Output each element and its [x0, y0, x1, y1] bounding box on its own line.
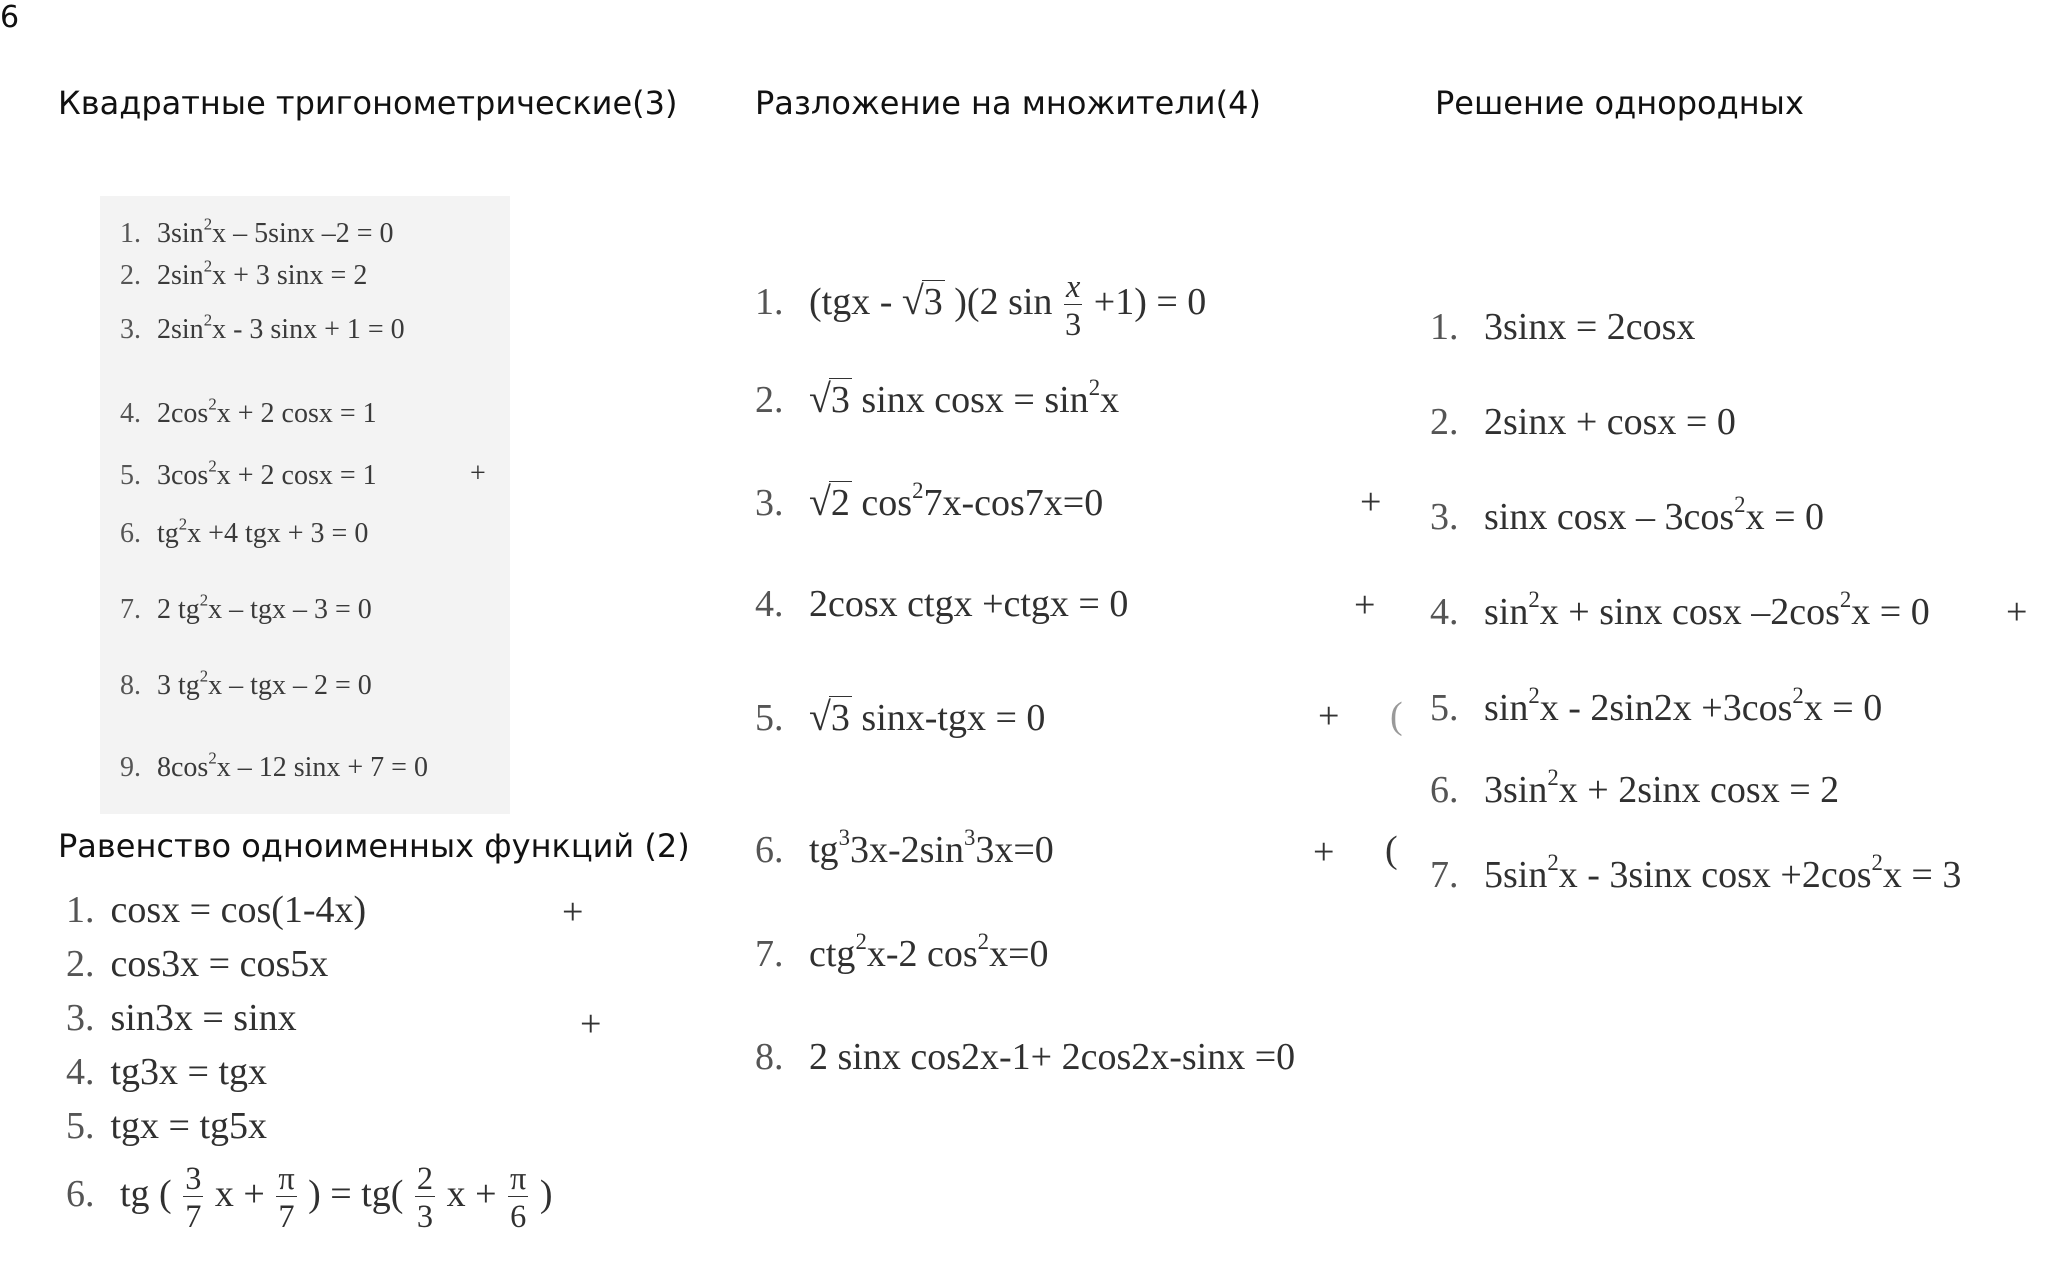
- sqrt-sign: √: [809, 694, 831, 739]
- equation-part: 3cos: [157, 460, 209, 491]
- item-number: 5.: [66, 1105, 95, 1147]
- equation-item: [120, 514, 369, 550]
- item-number: 3.: [66, 997, 95, 1039]
- equation-part: sinx cosx = sin: [861, 379, 1089, 421]
- exponent: 3: [838, 824, 850, 850]
- exponent: 2: [1734, 491, 1746, 517]
- exponent: 2: [1839, 586, 1852, 612]
- plus-mark: +: [1318, 695, 1340, 737]
- equation-part: tg: [809, 829, 839, 871]
- paren-fragment: (: [1390, 695, 1403, 737]
- equation-part: sinx-tgx = 0: [861, 697, 1046, 739]
- equation-part: x + 2 cosx = 1: [216, 398, 377, 429]
- equation-item: [120, 456, 377, 492]
- item-number: 4.: [1430, 591, 1459, 633]
- equation-item: [120, 748, 428, 784]
- item-number: 6.: [120, 518, 141, 549]
- equation-part: tgx = tg5x: [110, 1105, 268, 1147]
- plus-mark: +: [580, 1003, 602, 1045]
- denominator: 7: [185, 1198, 202, 1235]
- equation-part: x + 2 cosx = 1: [216, 460, 377, 491]
- numerator: x: [1065, 268, 1081, 304]
- item-number: 3.: [1430, 496, 1459, 538]
- equation-part: sinx cosx – 3cos: [1484, 496, 1735, 538]
- equation-item: [66, 888, 366, 932]
- equation-part: x-2 cos: [866, 933, 978, 975]
- equation-part: cos3x = cos5x: [110, 943, 329, 985]
- item-number: 2.: [66, 943, 95, 985]
- equation-part: x – tgx – 3 = 0: [208, 594, 372, 625]
- item-number: 1.: [1430, 306, 1459, 348]
- equation-part: tg (: [120, 1173, 172, 1216]
- denominator: 6: [510, 1198, 527, 1235]
- equation-item: [66, 1050, 267, 1094]
- equation-item: [66, 996, 297, 1040]
- equation-item-1: [755, 270, 1206, 341]
- equation-item-6: [1430, 764, 1840, 812]
- equation-item-3: [755, 478, 1103, 525]
- item-number: 7.: [1430, 854, 1459, 896]
- exponent: 2: [208, 456, 217, 476]
- equation-part: x: [1100, 379, 1120, 421]
- item-number: 3.: [120, 314, 141, 345]
- equation-part: x +: [214, 1173, 265, 1216]
- equation-item-2: [755, 375, 1119, 422]
- equation-part: 2sin: [157, 314, 204, 345]
- equation-part: x +4 tgx + 3 = 0: [187, 518, 369, 549]
- item-number: 5.: [120, 460, 141, 491]
- equation-item-4: [755, 582, 1128, 626]
- item-number: 7.: [755, 933, 784, 975]
- exponent: 2: [977, 928, 990, 954]
- item-number: 6.: [755, 829, 784, 871]
- equation-part: cosx = cos(1-4x): [110, 889, 367, 931]
- equation-part: )(2 sin: [954, 281, 1053, 324]
- equation-item: [120, 590, 372, 626]
- exponent: 2: [855, 928, 867, 954]
- item-number: 4.: [120, 398, 141, 429]
- equation-part: 2cos: [157, 398, 209, 429]
- equation-part: 5sin: [1484, 854, 1548, 896]
- fraction: [508, 1162, 528, 1233]
- plus-mark: +: [562, 891, 584, 933]
- equation-part: x – 12 sinx + 7 = 0: [216, 752, 428, 783]
- equation-part: x + sinx cosx –2cos: [1539, 591, 1840, 633]
- plus-mark: +: [1313, 831, 1335, 873]
- fraction: [415, 1162, 435, 1233]
- item-number: 8.: [120, 670, 141, 701]
- item-number: 3.: [755, 482, 784, 524]
- equation-part: x - 3sinx cosx +2cos: [1558, 854, 1872, 896]
- exponent: 3: [963, 824, 976, 850]
- equation-part: x +: [446, 1173, 497, 1216]
- plus-mark: +: [1360, 481, 1382, 523]
- equation-part: 3sin: [1484, 769, 1548, 811]
- item-number: 2.: [755, 379, 784, 421]
- plus-mark: +: [2006, 591, 2028, 633]
- exponent: 2: [912, 477, 924, 503]
- equation-item: [120, 394, 377, 430]
- equation-part: cos: [861, 482, 913, 524]
- radicand: 2: [830, 482, 850, 524]
- equation-item: [120, 666, 372, 702]
- equation-item: [120, 310, 405, 346]
- sqrt-sign: √: [809, 376, 831, 421]
- item-number: 2.: [1430, 401, 1459, 443]
- exponent: 2: [203, 256, 213, 276]
- exponent: 2: [208, 394, 217, 414]
- radicand: 3: [923, 281, 943, 324]
- equation-part: ) = tg(: [308, 1173, 404, 1216]
- item-number: 6.: [66, 1173, 95, 1216]
- item-number: 7.: [120, 594, 141, 625]
- equation-item-7: [1430, 849, 1962, 897]
- denominator: 7: [278, 1198, 295, 1235]
- heading-homogeneous: Решение однородных: [1435, 84, 1804, 122]
- equation-part: sin: [1484, 591, 1529, 633]
- equation-part: x=0: [989, 933, 1049, 975]
- exponent: 2: [1792, 682, 1804, 708]
- heading-same-functions: Равенство одноименных функций (2): [58, 827, 690, 865]
- equation-part: 2 tg: [157, 594, 200, 625]
- fraction: [276, 1162, 296, 1233]
- radicand: 3: [830, 697, 850, 739]
- exponent: 2: [1528, 586, 1540, 612]
- equation-item-6: [755, 824, 1054, 872]
- exponent: 2: [203, 214, 213, 234]
- equation-part: 3sinx = 2cosx: [1484, 306, 1696, 348]
- equation-part: 3sin: [157, 218, 204, 249]
- fraction: [183, 1162, 203, 1233]
- equation-part: x – 5sinx –2 = 0: [212, 218, 394, 249]
- equation-part: x + 3 sinx = 2: [212, 260, 368, 291]
- exponent: 2: [1547, 849, 1559, 875]
- equation-part: ctg: [809, 933, 856, 975]
- equation-part: 3 tg: [157, 670, 200, 701]
- exponent: 2: [1528, 682, 1540, 708]
- equation-part: x = 3: [1882, 854, 1962, 896]
- radicand: 3: [830, 379, 850, 421]
- equation-part: 7x-cos7x=0: [923, 482, 1104, 524]
- item-number: 5.: [755, 697, 784, 739]
- equation-part: x - 2sin2x +3cos: [1539, 687, 1793, 729]
- equation-part: 2sin: [157, 260, 204, 291]
- equation-item-5: [755, 693, 1045, 740]
- equation-part: x – tgx – 2 = 0: [208, 670, 372, 701]
- equation-part: sin3x = sinx: [110, 997, 297, 1039]
- item-number: 1.: [66, 889, 95, 931]
- exponent: 2: [199, 666, 209, 686]
- paren-fragment: (: [1385, 829, 1398, 871]
- equation-part: 2cosx ctgx +ctgx = 0: [809, 583, 1129, 625]
- item-number: 5.: [1430, 687, 1459, 729]
- equation-part: sin: [1484, 687, 1529, 729]
- heading-factoring: Разложение на множители(4): [755, 84, 1261, 122]
- item-number: 8.: [755, 1036, 784, 1078]
- page-number: 6: [0, 0, 20, 35]
- plus-mark: +: [470, 458, 486, 489]
- numerator: π: [510, 1160, 527, 1196]
- exponent: 2: [208, 748, 217, 768]
- item-number: 4.: [66, 1051, 95, 1093]
- item-number: 1.: [120, 218, 141, 249]
- denominator: 3: [1065, 306, 1082, 343]
- sqrt-sign: √: [901, 278, 924, 324]
- plus-mark: +: [1354, 584, 1376, 626]
- equation-part: x = 0: [1803, 687, 1883, 729]
- equation-item-7: [755, 928, 1049, 976]
- item-number: 4.: [755, 583, 784, 625]
- equation-item: [120, 214, 394, 250]
- equation-item: [66, 1104, 267, 1148]
- heading-quadratic: Квадратные тригонометрические(3): [58, 84, 678, 122]
- equation-part: x = 0: [1851, 591, 1930, 633]
- equation-part: 2 sinx cos2x-1+ 2cos2x-sinx =0: [809, 1036, 1296, 1078]
- numerator: 3: [185, 1160, 202, 1196]
- equation-part: tg: [157, 518, 179, 549]
- exponent: 2: [1871, 849, 1883, 875]
- equation-part: (tgx -: [809, 281, 893, 324]
- equation-item-6: [66, 1162, 552, 1233]
- equation-part: x - 3 sinx + 1 = 0: [212, 314, 405, 345]
- equation-part: +1) = 0: [1093, 281, 1207, 324]
- equation-item: [120, 256, 368, 292]
- equation-item-3: [1430, 491, 1824, 539]
- item-number: 6.: [1430, 769, 1459, 811]
- exponent: 2: [178, 514, 188, 534]
- equation-part: tg3x = tgx: [110, 1051, 268, 1093]
- equation-item-4: [1430, 586, 1930, 634]
- item-number: 9.: [120, 752, 141, 783]
- exponent: 2: [1547, 764, 1559, 790]
- equation-item-5: [1430, 682, 1883, 730]
- numerator: π: [278, 1160, 295, 1196]
- equation-part: 3x-2sin: [849, 829, 964, 871]
- item-number: 1.: [755, 281, 784, 324]
- equation-item-8: [755, 1035, 1295, 1079]
- item-number: 2.: [120, 260, 141, 291]
- equation-item-2: [1430, 400, 1736, 444]
- equation-part: 8cos: [157, 752, 209, 783]
- equation-part: 2sinx + cosx = 0: [1484, 401, 1736, 443]
- fraction: [1064, 270, 1082, 341]
- equation-item: [66, 942, 328, 986]
- numerator: 2: [416, 1160, 434, 1196]
- sqrt-sign: √: [809, 479, 831, 524]
- denominator: 3: [416, 1198, 434, 1235]
- equation-part: x = 0: [1745, 496, 1824, 538]
- exponent: 2: [1088, 374, 1101, 400]
- equation-item-1: [1430, 305, 1695, 349]
- equation-part: ): [539, 1173, 553, 1216]
- exponent: 2: [203, 310, 213, 330]
- equation-part: 3x=0: [975, 829, 1054, 871]
- exponent: 2: [199, 590, 209, 610]
- equation-part: x + 2sinx cosx = 2: [1558, 769, 1840, 811]
